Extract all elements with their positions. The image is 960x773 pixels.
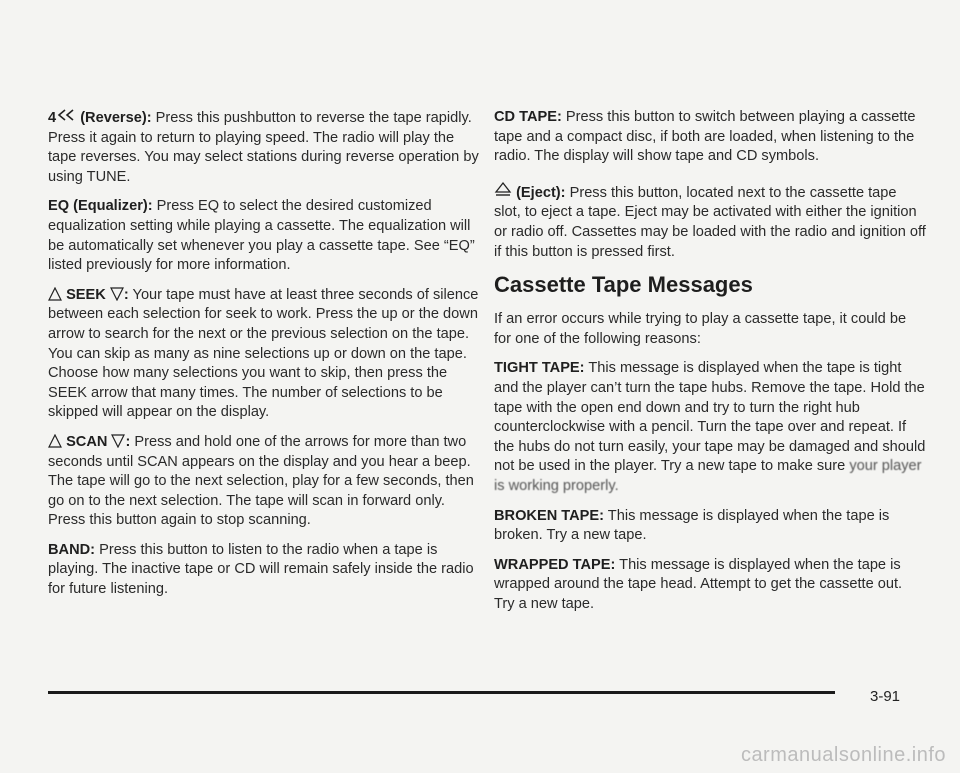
band-text: Press this button to listen to the radio when a tape is playing. The inactive tape or CD will remain safely inside the radio for future listening. bbox=[48, 541, 474, 598]
seek-paragraph bbox=[48, 286, 480, 423]
scan-heading: SCAN bbox=[66, 433, 108, 450]
cd-tape-paragraph bbox=[494, 108, 926, 167]
broken-tape-paragraph bbox=[494, 507, 926, 546]
left-column bbox=[48, 108, 480, 610]
wrapped-tape-paragraph bbox=[494, 556, 926, 615]
up-triangle-icon bbox=[48, 287, 62, 301]
section-title: Cassette Tape Messages bbox=[494, 272, 753, 298]
wrapped-tape-heading: WRAPPED TAPE: bbox=[494, 556, 616, 573]
page-number: 3-91 bbox=[870, 688, 901, 705]
band-heading: BAND: bbox=[48, 541, 96, 558]
broken-tape-text: This message is displayed when the tape is broken. Try a new tape. bbox=[494, 507, 890, 544]
watermark-text: carmanualsonline.info bbox=[740, 744, 946, 766]
tight-tape-paragraph bbox=[494, 359, 926, 496]
eject-paragraph bbox=[494, 181, 926, 262]
double-left-arrows-icon bbox=[56, 108, 76, 129]
intro-paragraph: If an error occurs while trying to play a cassette tape, it could be for one of the following reasons: bbox=[494, 311, 907, 347]
down-triangle-icon bbox=[110, 287, 124, 301]
right-column bbox=[494, 108, 926, 624]
tight-tape-tail: your player is working properly. bbox=[494, 458, 922, 494]
reverse-prefix: 4 bbox=[48, 110, 57, 126]
broken-tape-heading: BROKEN TAPE: bbox=[494, 507, 604, 524]
cd-tape-heading: CD TAPE: bbox=[494, 109, 562, 125]
eq-text: Press EQ to select the desired customized equalization setting while playing a cassette. The equalization will be automatically set whenever you play a cassette tape. See “EQ” listed previously for more information. bbox=[48, 198, 475, 274]
eq-heading: EQ (Equalizer): bbox=[48, 198, 153, 215]
seek-text: Your tape must have at least three seconds of silence between each selection for seek to work. Press the up or the down arrow to search for the next or the previous selection on the tape. You can skip as many as nine selections up or down on the tape. Choose how many selections you want to skip, then press the SEEK arrow that many times. The number of selections to be skipped will appear on the display. bbox=[48, 286, 479, 421]
scan-colon: : bbox=[125, 433, 131, 450]
tight-tape-heading: TIGHT TAPE: bbox=[494, 360, 585, 377]
reverse-heading: (Reverse): bbox=[80, 110, 152, 126]
scan-text: Press and hold one of the arrows for more than two seconds until SCAN appears on the display and you hear a beep. The tape will go to the next selection, play for a few seconds, then go on to the next selection. The tape will scan in forward only. Press this button again to stop scanning. bbox=[48, 433, 474, 529]
band-paragraph bbox=[48, 541, 480, 600]
eject-heading: (Eject): bbox=[516, 184, 566, 201]
wrapped-tape-text: This message is displayed when the tape is wrapped around the tape head. Attempt to get the cassette out. Try a new tape. bbox=[494, 556, 903, 612]
eject-text: Press this button, located next to the cassette tape slot, to eject a tape. Eject may be activated with either the ignition or radio off. Cassettes may be loaded with the radio and ignition off if this button is pressed first. bbox=[494, 184, 926, 260]
reverse-text: Press this pushbutton to reverse the tape rapidly. Press it again to return to playing speed. The radio will play the tape reverses. You may select stations during reverse operation by using TUNE. bbox=[48, 110, 479, 185]
down-triangle-icon bbox=[111, 434, 125, 448]
seek-colon: : bbox=[123, 286, 129, 303]
scan-paragraph bbox=[48, 433, 480, 531]
tight-tape-text: This message is displayed when the tape is tight and the player can’t turn the tape hubs. Remove the tape. Hold the tape with the open end down and try to turn the right hub counterclockwise with a pencil. Turn the tape over and repeat. If the hubs do not turn easily, your tape may be damaged and should not be used in the player. Try a new tape to make sure bbox=[494, 360, 926, 475]
cd-tape-text: Press this button to switch between playing a cassette tape and a compact disc, if both are loaded, when listening to the radio. The display will show tape and CD symbols. bbox=[494, 109, 916, 165]
eq-paragraph bbox=[48, 197, 480, 275]
up-triangle-icon bbox=[48, 434, 62, 448]
seek-heading: SEEK bbox=[66, 286, 106, 303]
footer-rule bbox=[48, 691, 835, 694]
eject-icon bbox=[494, 181, 512, 204]
reverse-paragraph bbox=[48, 108, 480, 187]
